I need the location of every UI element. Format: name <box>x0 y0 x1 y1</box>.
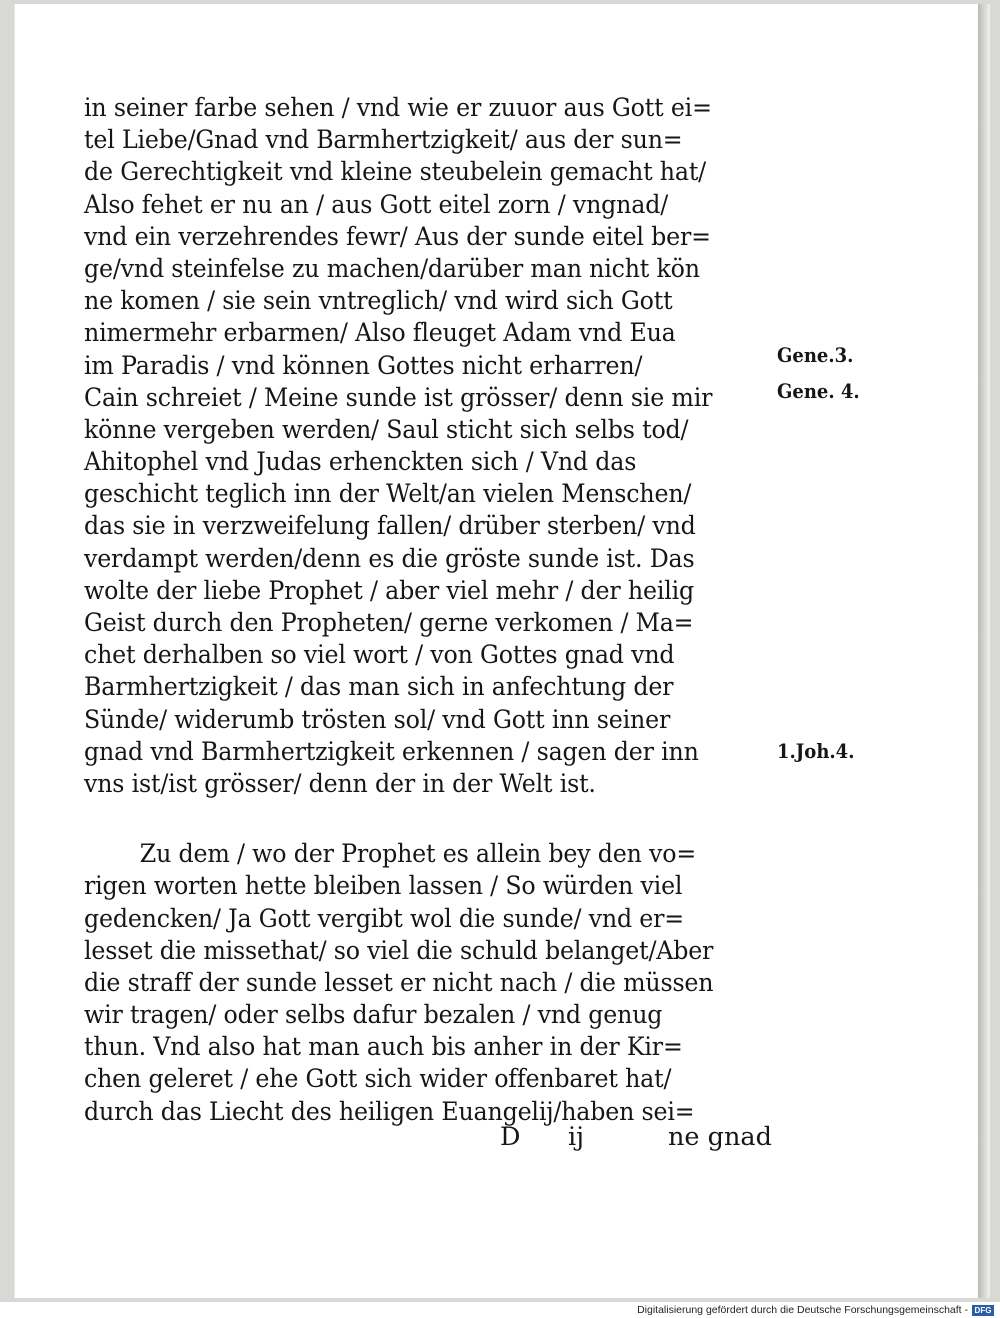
text-line: durch das Liecht des heiligen Euangelij/haben sei= <box>84 1096 695 1127</box>
text-line: geschicht teglich inn der Welt/an vielen Menschen/ <box>84 479 692 510</box>
text-line: thun. Vnd also hat man auch bis anher in der Kir= <box>84 1032 683 1063</box>
margin-note-gene-3: Gene.3. <box>777 343 854 367</box>
dfg-logo: DFG <box>972 1305 994 1316</box>
text-line: de Gerechtigkeit vnd kleine steubelein gemacht hat/ <box>84 157 706 188</box>
text-line: ne komen / sie sein vntreglich/ vnd wird sich Gott <box>84 286 673 317</box>
text-line: wolte der liebe Prophet / aber viel mehr / der heilig <box>84 575 695 606</box>
paragraph-1 <box>84 92 784 800</box>
text-line: Barmhertzigkeit / das man sich in anfechtung der <box>84 672 674 703</box>
page-edge-shadow <box>978 4 990 1298</box>
text-line: Geist durch den Propheten/ gerne verkomen / Ma= <box>84 608 694 638</box>
footer-bar <box>0 1303 1000 1318</box>
text-line: tel Liebe/Gnad vnd Barmhertzigkeit/ aus der sun= <box>84 125 683 156</box>
text-line: chet derhalben so viel wort / von Gottes gnad vnd <box>84 640 675 671</box>
margin-note-joh-4: 1.Joh.4. <box>777 739 855 763</box>
text-line: Zu dem / wo der Prophet es allein bey den vo= <box>139 839 697 870</box>
text-line: Cain schreiet / Meine sunde ist grösser/ denn sie mir <box>84 382 713 413</box>
text-line: in seiner farbe sehen / vnd wie er zuuor aus Gott ei= <box>84 93 712 123</box>
text-line: Also fehet er nu an / aus Gott eitel zorn / vngnad/ <box>84 189 669 220</box>
paragraph-gap <box>84 800 784 838</box>
text-line: ge/vnd steinfelse zu machen/darüber man nicht kön <box>84 253 700 284</box>
signature-letter: D <box>500 1122 521 1152</box>
text-line: Ahitophel vnd Judas erhenckten sich / Vnd das <box>84 447 637 478</box>
text-line: gedencken/ Ja Gott vergibt wol die sunde/ vnd er= <box>84 903 685 934</box>
text-line: Sünde/ widerumb trösten sol/ vnd Gott inn seiner <box>84 704 671 735</box>
text-line: wir tragen/ oder selbs dafur bezalen / vnd genug <box>84 1000 663 1031</box>
text-line: vnd ein verzehrendes fewr/ Aus der sunde eitel ber= <box>84 221 711 252</box>
text-line: vns ist/ist grösser/ denn der in der Welt ist. <box>84 768 596 799</box>
signature-number: ij <box>568 1122 585 1152</box>
funding-credit: Digitalisierung gefördert durch die Deutsche Forschungsgemeinschaft - <box>637 1304 968 1316</box>
text-line: das sie in verzweifelung fallen/ drüber sterben/ vnd <box>84 511 696 542</box>
text-line: gnad vnd Barmhertzigkeit erkennen / sagen der inn <box>84 736 699 767</box>
text-line: im Paradis / vnd können Gottes nicht erharren/ <box>84 350 643 381</box>
text-line: verdampt werden/denn es die gröste sunde ist. Das <box>84 543 695 574</box>
text-line: chen geleret / ehe Gott sich wider offenbaret hat/ <box>84 1064 672 1095</box>
text-line: die straff der sunde lesset er nicht nach / die müssen <box>84 967 714 998</box>
text-line: nimermehr erbarmen/ Also fleuget Adam vnd Eua <box>84 318 676 349</box>
text-line: lesset die missethat/ so viel die schuld belanget/Aber <box>84 935 714 966</box>
paragraph-2 <box>84 838 784 1128</box>
text-line: rigen worten hette bleiben lassen / So würden viel <box>84 871 683 902</box>
main-text <box>84 92 784 1128</box>
catchword: ne gnad <box>668 1122 772 1152</box>
margin-note-gene-4: Gene. 4. <box>777 379 860 403</box>
text-line: könne vergeben werden/ Saul sticht sich selbs tod/ <box>84 414 689 445</box>
